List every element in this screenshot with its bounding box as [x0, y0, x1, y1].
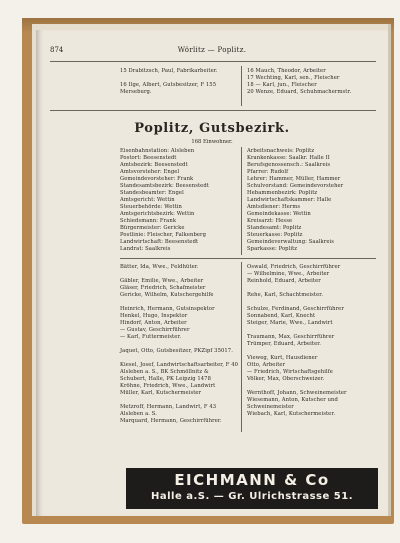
entry: Landwirtschaftskammer: Halle	[247, 197, 332, 203]
entry: Schweinemeister	[247, 404, 294, 410]
entry: Amtsbezirk: Beesenstedt	[120, 162, 188, 168]
entry: Reinhold, Eduard, Arbeiter	[247, 278, 321, 284]
entry: Müller, Karl, Kutschermeister	[120, 390, 202, 396]
entry: Amtsgericht: Wettin	[120, 197, 175, 203]
entry: Wiebach, Karl, Kutschermeister.	[247, 411, 336, 417]
top-entries-right	[247, 68, 377, 96]
entry: Gemeindeverwaltung: Saalkreis	[247, 239, 335, 245]
entry: 15 Drabitzsch, Paul, Fabrikarbeiter.	[120, 68, 218, 74]
residents-right	[247, 264, 377, 418]
entry: Schulvorstand: Gemeindevorsteher	[247, 183, 344, 189]
entry-gap	[120, 75, 238, 82]
entry-gap	[120, 299, 238, 306]
entry: 18 — Karl, jun., Fleischer	[247, 82, 317, 88]
entry: Gericke, Wilhelm, Kutschergehilfe	[120, 292, 214, 298]
entry: Berufsgenossensch.: Saalkreis	[247, 162, 331, 168]
entry: 16 Mauch, Theodor, Arbeiter	[247, 68, 326, 74]
entry-gap	[247, 285, 377, 292]
entry: Alsleben a. S.	[120, 411, 157, 417]
entry: Amtsdiener: Herms	[247, 204, 301, 210]
entry: Metzroff, Hermann, Landwirt, F 43	[120, 404, 217, 410]
entry: Alsleben a. S., BK Schmöllnitz &	[120, 369, 209, 375]
entry-gap	[247, 383, 377, 390]
entry: Bürgermeister: Gericke	[120, 225, 185, 231]
entry: Landwirtschaft: Beesenstedt	[120, 239, 199, 245]
entry: Bätter, Ida, Wwe., Feldhüter.	[120, 264, 199, 270]
entry: Pfarrer: Rudolf	[247, 169, 289, 175]
offices-right	[247, 148, 377, 253]
entry: Rehe, Karl, Schachtmeister.	[247, 292, 324, 298]
entry: Eisenbahnstation: Alsleben	[120, 148, 195, 154]
entry-gap	[247, 348, 377, 355]
residents-left	[120, 264, 238, 425]
entry: Heinrich, Hermann, Gutsinspektor	[120, 306, 215, 312]
entry: Lehrer: Hammer, Müller, Hammer	[247, 176, 341, 182]
header-rule	[50, 61, 376, 62]
column-divider	[241, 147, 242, 255]
entry: — Gustav, Geschirrführer	[120, 327, 190, 333]
entry: Otto, Arbeiter	[247, 362, 286, 368]
entry: Gläser, Friedrich, Schafmeister	[120, 285, 206, 291]
entry: Wernthoff, Johann, Schweinemeister	[247, 390, 347, 396]
entry: Kröhne, Friedrich, Wwe., Landwirt	[120, 383, 216, 389]
entry: Kiesel, Josef, Landwirtschaftsarbeiter, F 40	[120, 362, 239, 368]
entry: Sparkasse: Poplitz	[247, 246, 298, 252]
entry: Standesamt: Poplitz	[247, 225, 302, 231]
column-divider	[241, 262, 242, 432]
entry: Sonnabend, Karl, Knecht	[247, 313, 316, 319]
entry: Jaquet, Otto, Gutsbesitzer, PKZipf 35017.	[120, 348, 233, 354]
running-title: Wörlitz — Poplitz.	[177, 46, 247, 54]
entry: Arbeitsnachweis: Poplitz	[247, 148, 315, 154]
page-header	[36, 46, 388, 60]
entry-gap	[247, 327, 377, 334]
entry: Krankenkasse: Saalkr. Halle II	[247, 155, 330, 161]
entry: Gemeindekasse: Wettin	[247, 211, 311, 217]
entry: Marquard, Hermann, Geschirrführer.	[120, 418, 222, 424]
entry: Trümper, Eduard, Arbeiter.	[247, 341, 322, 347]
entry: Steuerkasse: Poplitz	[247, 232, 303, 238]
entry: 16 Ilge, Albert, Gutsbesitzer, F 155	[120, 82, 217, 88]
entry: Schiedsmann: Frank	[120, 218, 177, 224]
section-title: Poplitz, Gutsbezirk.	[134, 121, 290, 136]
entry: Postlinie: Fleischer, Falkenberg	[120, 232, 207, 238]
entry: Traumann, Max, Geschirrführer	[247, 334, 335, 340]
entry: Schubert, Halle, PK Leipzig 1478	[120, 376, 211, 382]
entry: Gemeindevorsteher: Frank	[120, 176, 194, 182]
entry: Amtsgerichtsbezirk: Wettin	[120, 211, 195, 217]
entry: Amtsvorsteher: Engel	[120, 169, 180, 175]
entry: Völker, Max, Oberschweizer.	[247, 376, 325, 382]
ad-company-name: EICHMANN & Co	[174, 471, 330, 489]
entry: — Wilhelmine, Wwe., Arbeiter	[247, 271, 330, 277]
entry: 17 Wechting, Karl, sen., Fleischer	[247, 75, 340, 81]
entry: Steuerbehörde: Wettin	[120, 204, 182, 210]
section-rule	[50, 110, 376, 111]
entry: Steiger, Marie, Wwe., Landwirt	[247, 320, 333, 326]
entry: Oswald, Friedrich, Geschirrführer	[247, 264, 341, 270]
entry-gap	[120, 355, 238, 362]
book-page	[36, 30, 388, 516]
top-entries-left	[120, 68, 238, 96]
entry-gap	[120, 271, 238, 278]
offices-rule	[120, 258, 376, 259]
population-note: 168 Einwohner.	[191, 139, 233, 145]
entry-gap	[120, 397, 238, 404]
entry-gap	[120, 341, 238, 348]
page-number: 874	[50, 46, 64, 54]
entry: — Friedrich, Wirtschaftsgehilfe	[247, 369, 333, 375]
entry: Standesamtsbezirk: Beesenstedt	[120, 183, 209, 189]
entry: Wiesemann, Anton, Kutscher und	[247, 397, 338, 403]
entry: Vieweg, Kurt, Hausdiener	[247, 355, 318, 361]
entry: Hebammenbezirk: Poplitz	[247, 190, 318, 196]
entry: Hindorf, Anton, Arbeiter	[120, 320, 187, 326]
entry: Standesbeamter: Engel	[120, 190, 184, 196]
entry: 20 Wenze, Eduard, Schuhmachermstr.	[247, 89, 352, 95]
entry: Landrat: Saalkreis	[120, 246, 171, 252]
entry: — Karl, Futtermeister.	[120, 334, 182, 340]
ad-address: Halle a.S. — Gr. Ulrichstrasse 51.	[151, 491, 353, 502]
advertisement-banner	[126, 468, 378, 509]
entry: Merseburg.	[120, 89, 152, 95]
offices-left	[120, 148, 238, 253]
entry: Henkel, Hugo, Inspektor	[120, 313, 188, 319]
column-divider	[241, 66, 242, 106]
entry: Schulze, Ferdinand, Geschirrführer	[247, 306, 344, 312]
entry-gap	[247, 299, 377, 306]
entry: Gäbler, Emilie, Wwe., Arbeiter	[120, 278, 204, 284]
entry: Kreisarzt: Hesse	[247, 218, 293, 224]
entry: Postort: Beesenstedt	[120, 155, 177, 161]
